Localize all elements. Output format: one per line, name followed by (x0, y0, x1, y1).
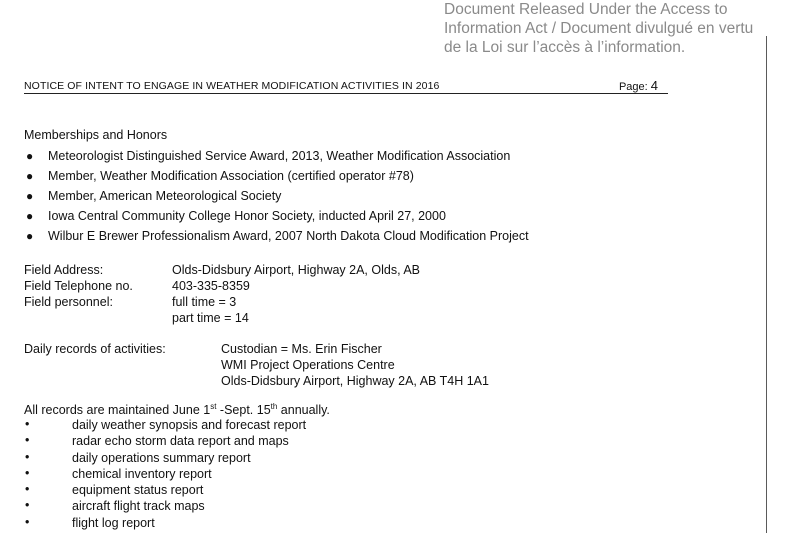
bullet-icon: ● (26, 169, 34, 183)
document-title: NOTICE OF INTENT TO ENGAGE IN WEATHER MODIFICATION ACTIVITIES IN 2016 (24, 80, 440, 92)
part-time-count: part time = 14 (172, 311, 249, 325)
bullet-icon: ● (26, 189, 34, 203)
list-item: • flight log report (25, 514, 155, 530)
bullet-icon: • (25, 417, 30, 431)
list-item: ● Member, American Meteorological Society (26, 189, 282, 203)
records-intro-text-a: All records are maintained June 1 (24, 403, 211, 418)
bullet-icon: ● (26, 149, 34, 163)
memberships-list (24, 149, 529, 249)
bullet-icon: • (25, 433, 30, 448)
records-intro (24, 402, 330, 417)
list-item: • aircraft flight track maps (25, 498, 205, 514)
bullet-icon: ● (26, 209, 34, 223)
operations-centre: WMI Project Operations Centre (221, 358, 395, 372)
records-intro-sup-1: st (210, 402, 217, 411)
records-intro-text-c: annually. (277, 403, 330, 418)
list-item: • radar echo storm data report and maps (25, 433, 289, 449)
full-time-count: full time = 3 (172, 295, 237, 309)
list-item: • daily operations summary report (25, 449, 251, 465)
operations-address: Olds-Didsbury Airport, Highway 2A, AB T4H 1A1 (221, 374, 489, 388)
bullet-icon: • (25, 449, 30, 464)
records-intro-text-b: -Sept. 15 (216, 403, 271, 418)
daily-records-label: Daily records of activities: (24, 342, 166, 356)
bullet-icon: • (25, 465, 30, 480)
page-number: 4 (650, 78, 658, 93)
header-rule (24, 93, 668, 94)
stamp-line-1: Document Released Under the Access to (444, 1, 728, 18)
list-item: • equipment status report (25, 482, 204, 498)
memberships-heading: Memberships and Honors (24, 128, 168, 142)
page-header (24, 78, 668, 94)
bullet-icon: • (25, 482, 30, 497)
bullet-icon: ● (26, 229, 34, 243)
list-item: ● Member, Weather Modification Association (certified operator #78) (26, 169, 414, 183)
field-address-label: Field Address: (24, 263, 104, 277)
field-address-value: Olds-Didsbury Airport, Highway 2A, Olds, AB (172, 263, 421, 277)
list-item: ● Wilbur E Brewer Professionalism Award, 2007 North Dakota Cloud Modification Project (26, 229, 529, 243)
records-intro-sup-2: th (270, 402, 278, 411)
page-label: Page: (618, 81, 648, 93)
list-item: • chemical inventory report (25, 465, 212, 481)
records-list (24, 418, 306, 532)
field-personnel-label: Field personnel: (24, 295, 113, 309)
margin-rule (766, 36, 767, 533)
list-item: ● Iowa Central Community College Honor Society, inducted April 27, 2000 (26, 209, 446, 223)
access-to-information-stamp (444, 0, 800, 57)
bullet-icon: • (25, 498, 30, 513)
list-item: • daily weather synopsis and forecast report (25, 417, 307, 432)
stamp-line-2: Information Act / Document divulgué en vertu (444, 20, 754, 37)
stamp-line-3: de la Loi sur l’accès à l’information. (444, 39, 686, 56)
field-telephone-value: 403-335-8359 (172, 279, 250, 293)
page-indicator (619, 78, 658, 93)
bullet-icon: • (25, 514, 30, 529)
list-item: ● Meteorologist Distinguished Service Award, 2013, Weather Modification Association (26, 149, 511, 163)
field-telephone-label: Field Telephone no. (24, 279, 133, 293)
custodian: Custodian = Ms. Erin Fischer (221, 342, 382, 356)
